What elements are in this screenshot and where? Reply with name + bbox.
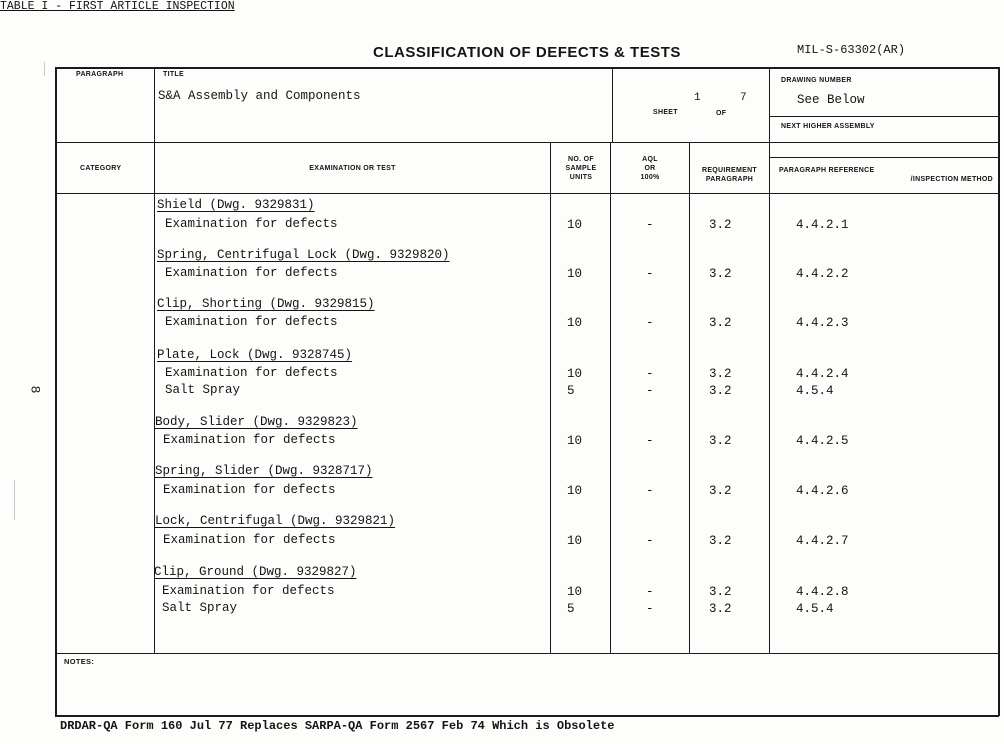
sample-units: 10 (567, 267, 583, 281)
aql-value: - (646, 384, 654, 398)
col-aql: AQL OR 100% (640, 156, 660, 181)
aql-value: - (646, 267, 654, 281)
sample-units: 5 (567, 602, 575, 616)
requirement-paragraph: 3.2 (709, 218, 732, 232)
of-label: OF (716, 110, 727, 117)
paragraph-reference: 4.4.2.5 (796, 434, 849, 448)
paragraph-label: PARAGRAPH (76, 71, 124, 78)
sheet-total: 7 (740, 92, 747, 104)
item-name: Clip, Ground (Dwg. 9329827) (154, 565, 357, 579)
paragraph-reference: 4.5.4 (796, 384, 834, 398)
sample-units: 10 (567, 484, 583, 498)
test-name: Salt Spray (162, 601, 238, 615)
test-name: Examination for defects (163, 433, 336, 447)
drawing-number-label: DRAWING NUMBER (781, 77, 852, 84)
notes-label: NOTES: (64, 657, 95, 666)
margin-mark (44, 62, 45, 76)
test-name: Examination for defects (165, 366, 338, 380)
item-name: Shield (Dwg. 9329831) (157, 198, 315, 212)
sample-units: 10 (567, 316, 583, 330)
paragraph-reference: 4.5.4 (796, 602, 834, 616)
drawing-number-value: See Below (797, 93, 865, 107)
paragraph-reference: 4.4.2.7 (796, 534, 849, 548)
sample-units: 10 (567, 434, 583, 448)
requirement-paragraph: 3.2 (709, 602, 732, 616)
paragraph-reference: 4.4.2.4 (796, 367, 849, 381)
sample-units: 10 (567, 218, 583, 232)
sample-units: 10 (567, 585, 583, 599)
paragraph-reference: 4.4.2.2 (796, 267, 849, 281)
sample-units: 10 (567, 367, 583, 381)
item-name: Spring, Centrifugal Lock (Dwg. 9329820) (157, 248, 450, 262)
requirement-paragraph: 3.2 (709, 267, 732, 281)
requirement-paragraph: 3.2 (709, 434, 732, 448)
aql-value: - (646, 602, 654, 616)
requirement-paragraph: 3.2 (709, 585, 732, 599)
margin-mark (14, 480, 15, 520)
col-exam: EXAMINATION OR TEST (309, 165, 396, 172)
sample-units: 5 (567, 384, 575, 398)
test-name: Examination for defects (165, 266, 338, 280)
requirement-paragraph: 3.2 (709, 484, 732, 498)
aql-value: - (646, 218, 654, 232)
aql-value: - (646, 367, 654, 381)
item-name: Clip, Shorting (Dwg. 9329815) (157, 297, 375, 311)
item-name: Spring, Slider (Dwg. 9328717) (155, 464, 373, 478)
item-name: Lock, Centrifugal (Dwg. 9329821) (155, 514, 396, 528)
paragraph-reference: 4.4.2.1 (796, 218, 849, 232)
aql-value: - (646, 484, 654, 498)
sheet-number: 1 (694, 92, 701, 104)
item-name: Body, Slider (Dwg. 9329823) (155, 415, 358, 429)
next-higher-assembly-label: NEXT HIGHER ASSEMBLY (781, 123, 875, 130)
test-name: Examination for defects (162, 584, 335, 598)
paragraph-reference: 4.4.2.6 (796, 484, 849, 498)
classification-title: CLASSIFICATION OF DEFECTS & TESTS (373, 44, 681, 61)
paragraph-reference: 4.4.2.3 (796, 316, 849, 330)
sample-units: 10 (567, 534, 583, 548)
test-name: Examination for defects (165, 217, 338, 231)
aql-value: - (646, 585, 654, 599)
test-name: Examination for defects (165, 315, 338, 329)
item-name: Plate, Lock (Dwg. 9328745) (157, 348, 353, 362)
test-name: Examination for defects (163, 533, 336, 547)
test-name: Examination for defects (163, 483, 336, 497)
table-title: TABLE I - FIRST ARTICLE INSPECTION (0, 0, 235, 13)
aql-value: - (646, 434, 654, 448)
title-value: S&A Assembly and Components (158, 89, 361, 103)
aql-value: - (646, 316, 654, 330)
requirement-paragraph: 3.2 (709, 534, 732, 548)
requirement-paragraph: 3.2 (709, 316, 732, 330)
paragraph-reference: 4.4.2.8 (796, 585, 849, 599)
title-label: TITLE (163, 71, 184, 78)
col-category: CATEGORY (80, 165, 122, 172)
aql-value: - (646, 534, 654, 548)
requirement-paragraph: 3.2 (709, 367, 732, 381)
sheet-label: SHEET (653, 109, 678, 116)
col-units: NO. OF SAMPLE UNITS (565, 156, 597, 181)
form-footer: DRDAR-QA Form 160 Jul 77 Replaces SARPA-QA Form 2567 Feb 74 Which is Obsolete (60, 719, 615, 733)
test-name: Salt Spray (165, 383, 241, 397)
spec-number: MIL-S-63302(AR) (797, 43, 906, 57)
col-requirement: REQUIREMENT PARAGRAPH (701, 167, 758, 183)
requirement-paragraph: 3.2 (709, 384, 732, 398)
col-reference: PARAGRAPH REFERENCE /INSPECTION METHOD (779, 167, 993, 183)
margin-page-number: 8 (27, 385, 43, 394)
